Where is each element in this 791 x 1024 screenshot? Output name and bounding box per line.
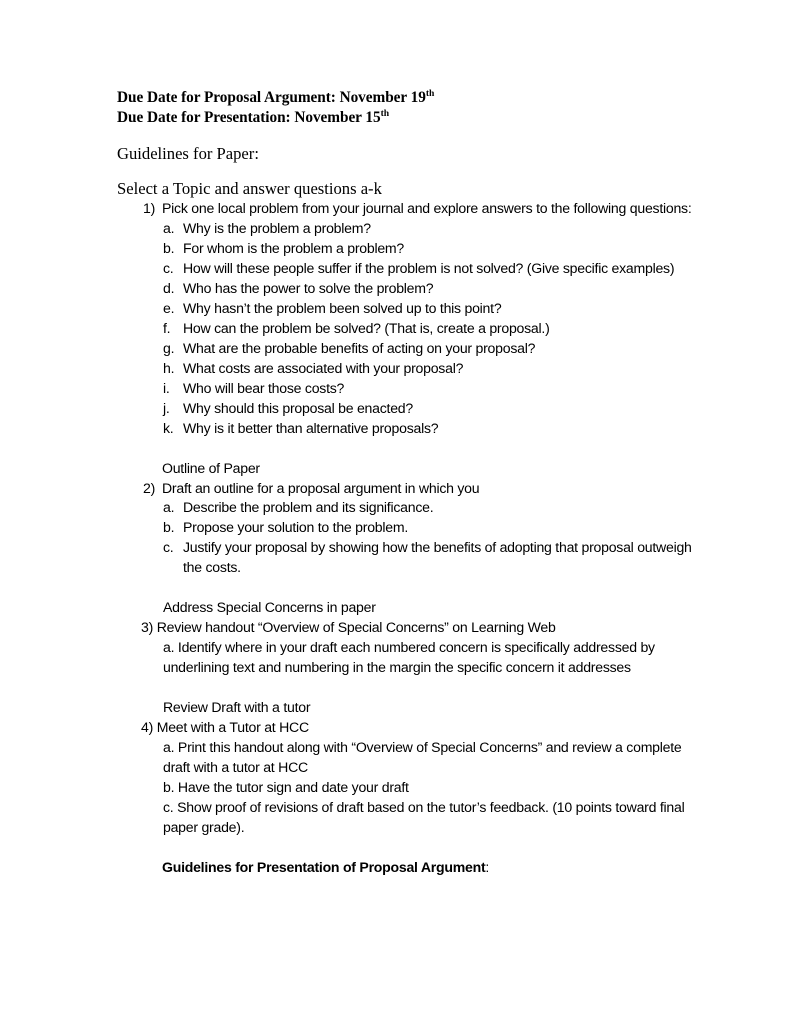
list-item bbox=[117, 399, 697, 419]
list-item bbox=[117, 498, 697, 518]
spacer-before-outline bbox=[117, 439, 697, 459]
due-date-presentation-ordinal: th bbox=[380, 107, 390, 119]
list-item-text: Draft an outline for a proposal argument in which you bbox=[162, 479, 480, 496]
list-marker: a. bbox=[163, 220, 175, 237]
spacer-before-guidelines bbox=[117, 127, 697, 144]
list-item bbox=[117, 299, 697, 319]
section-4-item: c. Show proof of revisions of draft based on the tutor’s feedback. (10 points toward final paper grade). bbox=[163, 798, 685, 835]
list-item bbox=[117, 538, 697, 578]
list-item bbox=[117, 279, 697, 299]
due-date-presentation-label: Due Date for Presentation: November 15 bbox=[117, 108, 381, 126]
list-marker: b. bbox=[163, 519, 175, 536]
list-item bbox=[117, 518, 697, 538]
list-item-text: Why should this proposal be enacted? bbox=[183, 399, 413, 416]
section-4-item: b. Have the tutor sign and date your draft bbox=[163, 778, 409, 795]
list-item-text: What costs are associated with your proposal? bbox=[183, 359, 464, 376]
due-date-proposal-argument-ordinal: th bbox=[425, 87, 435, 99]
presentation-guidelines-colon: : bbox=[485, 858, 490, 875]
list-item bbox=[117, 359, 697, 379]
address-special-concerns-subheading: Address Special Concerns in paper bbox=[163, 599, 376, 616]
list-item bbox=[117, 219, 697, 239]
list-item-text: Pick one local problem from your journal and explore answers to the following questions: bbox=[162, 200, 692, 217]
spacer-before-topic bbox=[117, 164, 697, 179]
list-item-text: Justify your proposal by showing how the benefits of adopting that proposal outweigh the costs. bbox=[183, 539, 692, 576]
list-marker: g. bbox=[163, 339, 175, 356]
spacer-before-review-draft bbox=[117, 678, 697, 698]
spacer-before-special-concerns bbox=[117, 578, 697, 598]
list-marker: d. bbox=[163, 280, 175, 296]
list-item-text: Who will bear those costs? bbox=[183, 379, 345, 396]
list-item-text: Why hasn’t the problem been solved up to this point? bbox=[183, 299, 502, 316]
list-item bbox=[117, 479, 697, 499]
list-item-text: Who has the power to solve the problem? bbox=[183, 280, 434, 296]
list-item-text: Propose your solution to the problem. bbox=[183, 519, 408, 536]
list-item-text: How will these people suffer if the problem is not solved? (Give specific examples) bbox=[183, 260, 675, 277]
presentation-guidelines-heading bbox=[117, 858, 697, 878]
list-item bbox=[117, 319, 697, 339]
list-marker: i. bbox=[163, 379, 170, 396]
list-item bbox=[117, 199, 697, 219]
guidelines-for-paper-heading: Guidelines for Paper: bbox=[117, 144, 259, 164]
list-marker: b. bbox=[163, 240, 175, 257]
document-body bbox=[117, 88, 697, 878]
section-3-item: a. Identify where in your draft each numbered concern is specifically addressed by underlining text and numbering in the margin the specific concern it addresses bbox=[163, 639, 655, 676]
select-topic-heading: Select a Topic and answer questions a-k bbox=[117, 179, 382, 199]
list-marker: j. bbox=[163, 399, 170, 416]
list-marker: c. bbox=[163, 260, 174, 277]
list-marker: f. bbox=[163, 319, 171, 336]
due-dates-block bbox=[117, 88, 697, 127]
section-4-line: 4) Meet with a Tutor at HCC bbox=[141, 718, 309, 735]
list-item-text: Describe the problem and its significance. bbox=[183, 499, 434, 516]
review-draft-subheading: Review Draft with a tutor bbox=[163, 698, 311, 715]
list-item bbox=[117, 239, 697, 259]
list-item-text: For whom is the problem a problem? bbox=[183, 240, 405, 257]
due-date-presentation bbox=[117, 108, 697, 128]
list-item bbox=[117, 259, 697, 279]
list-item bbox=[117, 379, 697, 399]
list-marker: a. bbox=[163, 499, 175, 516]
presentation-guidelines-text: Guidelines for Presentation of Proposal Argument bbox=[162, 858, 486, 875]
list-marker: 2) bbox=[143, 479, 156, 496]
list-marker: e. bbox=[163, 299, 175, 316]
list-marker: c. bbox=[163, 539, 174, 556]
list-marker: h. bbox=[163, 359, 175, 376]
list-item bbox=[117, 419, 697, 439]
section-3-line: 3) Review handout “Overview of Special Concerns” on Learning Web bbox=[141, 619, 556, 636]
outline-of-paper-subheading: Outline of Paper bbox=[162, 459, 260, 476]
due-date-proposal-argument bbox=[117, 88, 697, 108]
list-item-text: What are the probable benefits of acting on your proposal? bbox=[183, 339, 536, 356]
list-item bbox=[117, 339, 697, 359]
spacer-before-final-heading bbox=[117, 838, 697, 858]
list-item-text: Why is it better than alternative proposals? bbox=[183, 419, 439, 436]
list-item-text: Why is the problem a problem? bbox=[183, 220, 371, 237]
list-item-text: How can the problem be solved? (That is, create a proposal.) bbox=[183, 319, 550, 336]
due-date-proposal-argument-label: Due Date for Proposal Argument: November 19 bbox=[117, 89, 426, 106]
list-marker: 1) bbox=[143, 200, 156, 217]
list-marker: k. bbox=[163, 419, 174, 436]
section-4-item: a. Print this handout along with “Overview of Special Concerns” and review a complete draft with a tutor at HCC bbox=[163, 738, 682, 775]
section-1 bbox=[117, 199, 697, 877]
